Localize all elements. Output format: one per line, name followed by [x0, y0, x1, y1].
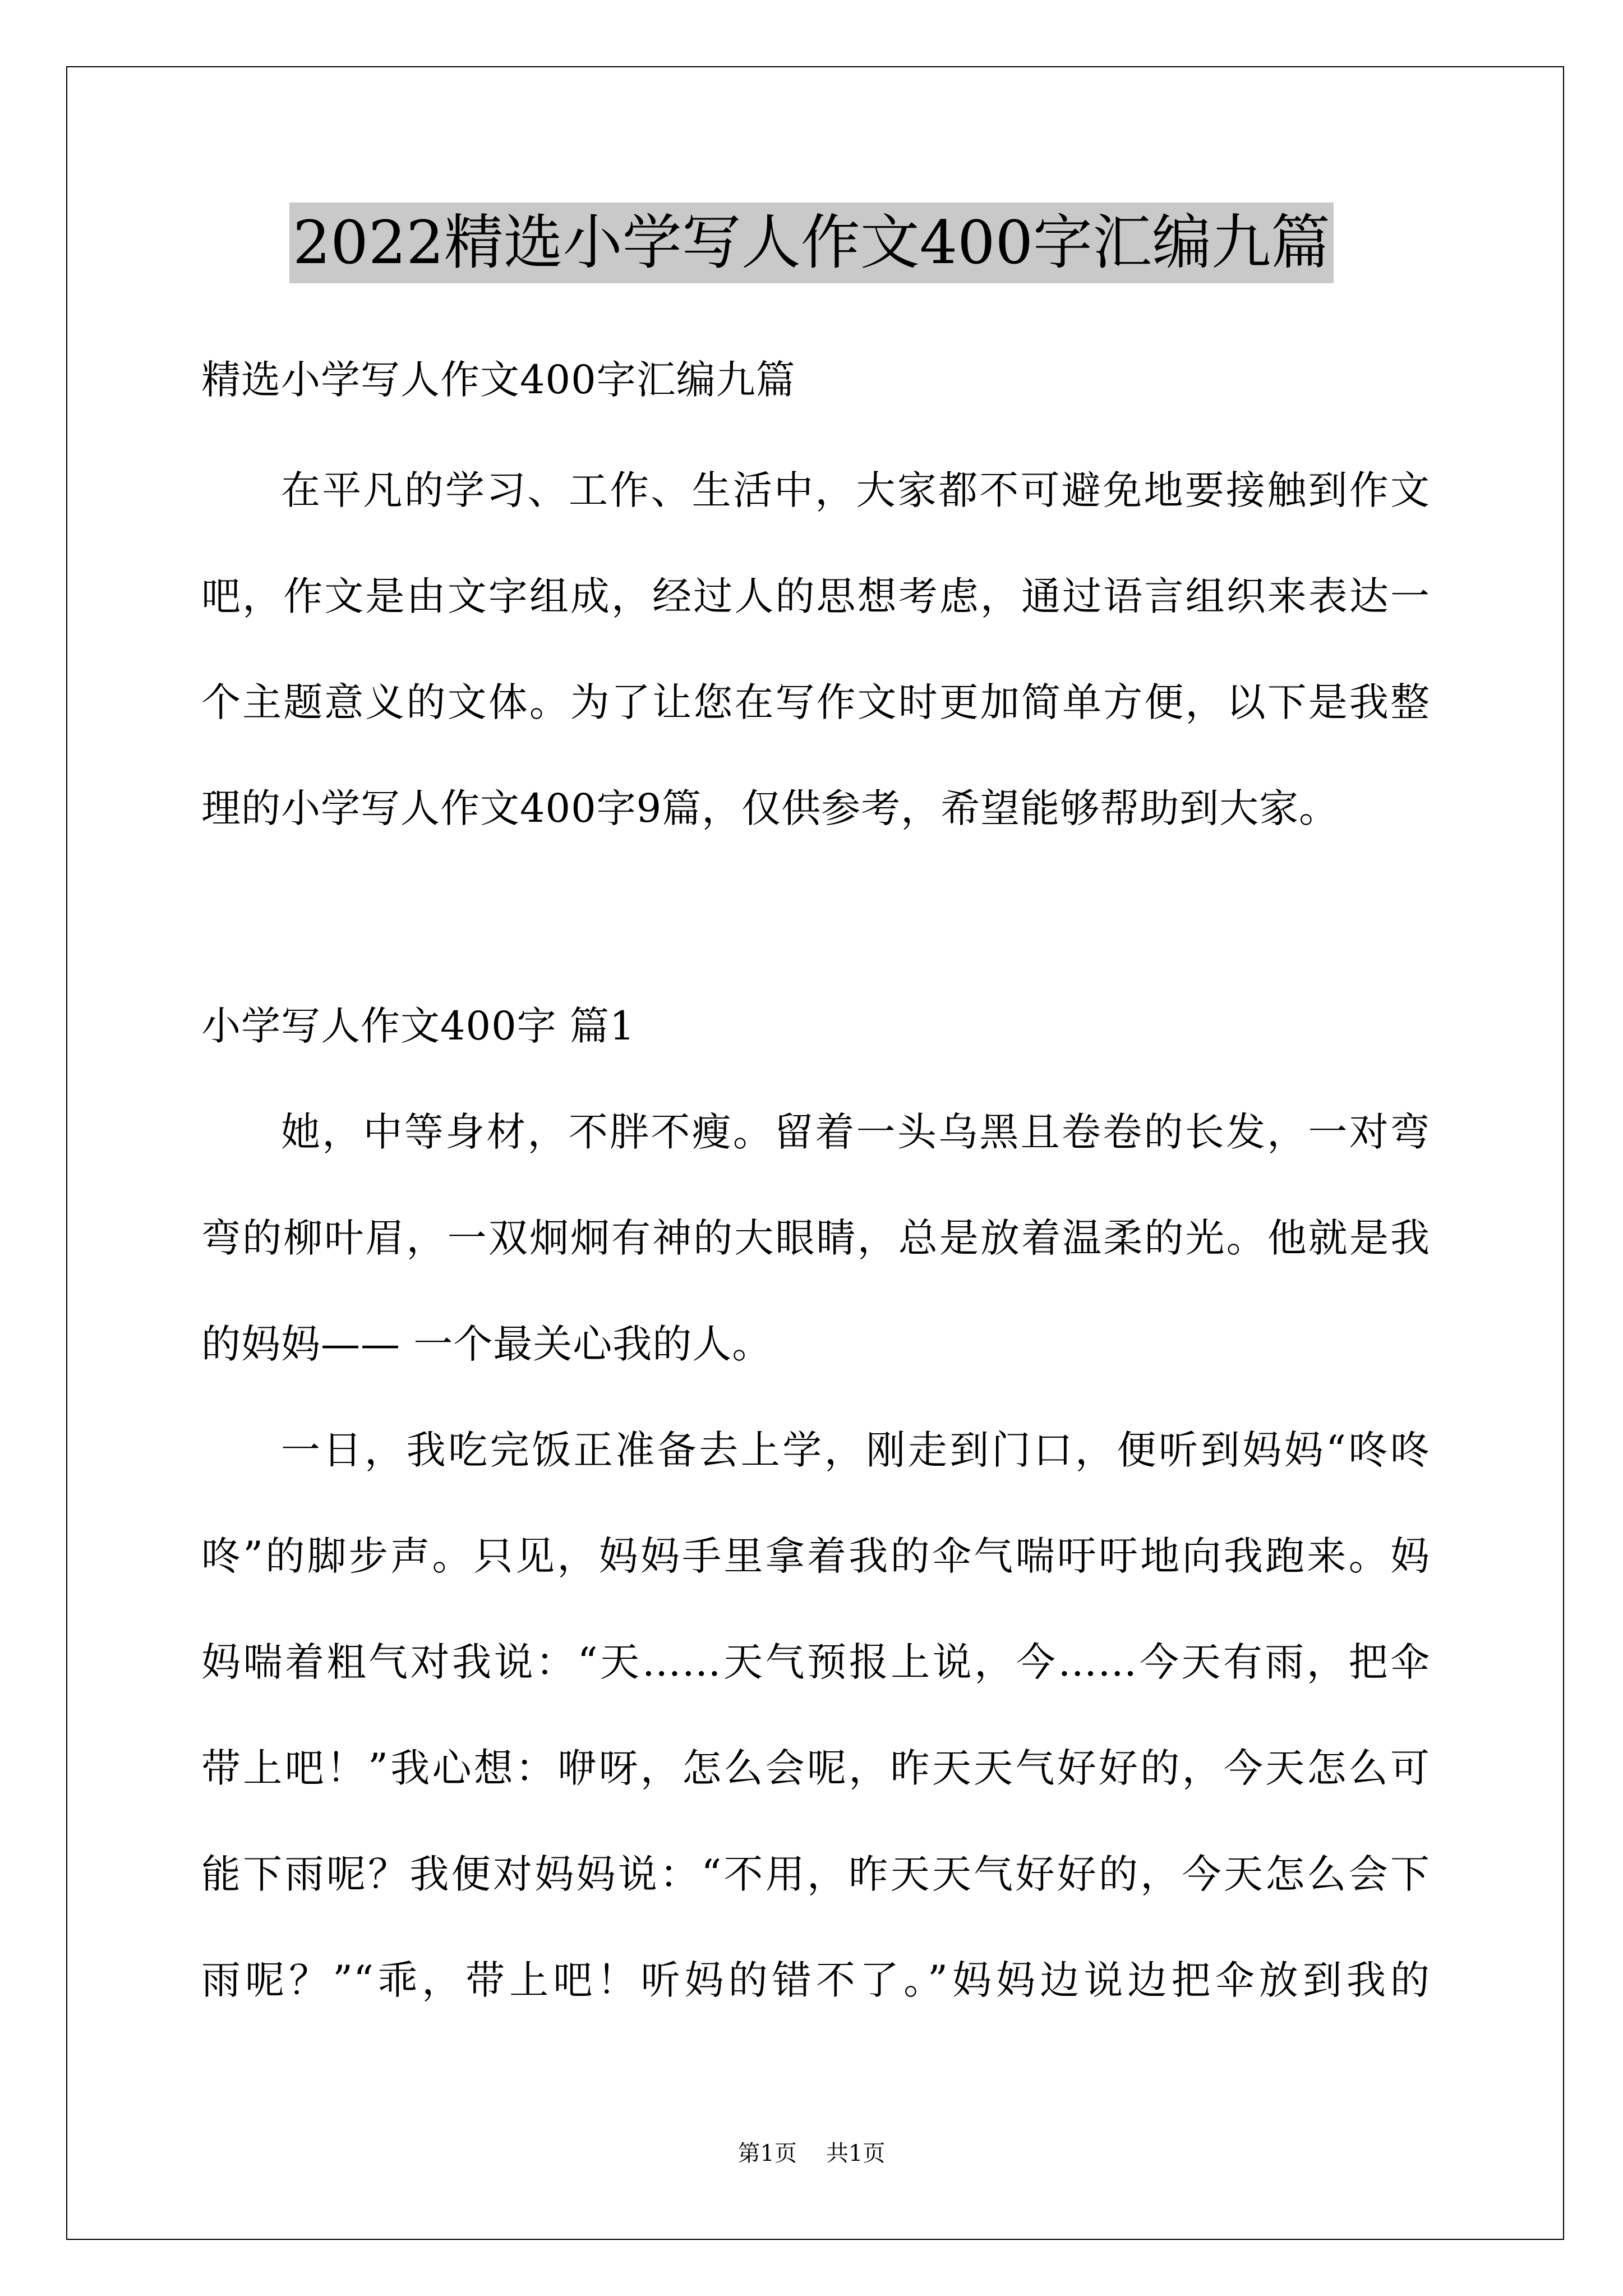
section-paragraph [201, 1079, 1430, 1397]
paragraph-line: 的妈妈—— 一个最关心我的人。 [201, 1321, 772, 1367]
paragraph-line: 能下雨呢？我便对妈妈说：“不用，昨天天气好好的，今天怎么会下 [201, 1851, 1430, 1897]
document-subtitle: 精选小学写人作文400字汇编九篇 [201, 357, 796, 403]
paragraph-line: 在平凡的学习、工作、生活中，大家都不可避免地要接触到作文 [281, 467, 1430, 513]
section-heading: 小学写人作文400字 篇1 [201, 1003, 635, 1049]
text-column [201, 327, 1430, 2033]
title-container [0, 203, 1623, 283]
paragraph-line: 吧，作文是由文字组成，经过人的思想考虑，通过语言组织来表达一 [201, 573, 1430, 619]
paragraph-line: 带上吧！”我心想：咿呀，怎么会呢，昨天天气好好的，今天怎么可 [201, 1745, 1430, 1791]
page-number: 第1页 [737, 2141, 797, 2166]
paragraph-line: 一日，我吃完饭正准备去上学，刚走到门口，便听到妈妈“咚咚 [281, 1427, 1430, 1473]
paragraph-line: 弯的柳叶眉，一双炯炯有神的大眼睛，总是放着温柔的光。他就是我 [201, 1215, 1430, 1261]
paragraph-line: 妈喘着粗气对我说：“天……天气预报上说，今……今天有雨，把伞 [201, 1639, 1430, 1685]
paragraph-line: 雨呢？”“乖，带上吧！听妈的错不了。”妈妈边说边把伞放到我的 [201, 1957, 1430, 2003]
paragraph-line: 理的小学写人作文400字9篇，仅供参考，希望能够帮助到大家。 [201, 785, 1339, 831]
section-paragraph [201, 1397, 1430, 2033]
intro-paragraph [201, 438, 1430, 862]
paragraph-line: 个主题意义的文体。为了让您在写作文时更加简单方便，以下是我整 [201, 679, 1430, 725]
page-footer [0, 2137, 1623, 2170]
document-title: 2022精选小学写人作文400字汇编九篇 [289, 203, 1334, 283]
page-count: 共1页 [826, 2141, 886, 2166]
paragraph-line: 她，中等身材，不胖不瘦。留着一头乌黑且卷卷的长发，一对弯 [281, 1109, 1430, 1155]
paragraph-line: 咚”的脚步声。只见，妈妈手里拿着我的伞气喘吁吁地向我跑来。妈 [201, 1533, 1430, 1579]
